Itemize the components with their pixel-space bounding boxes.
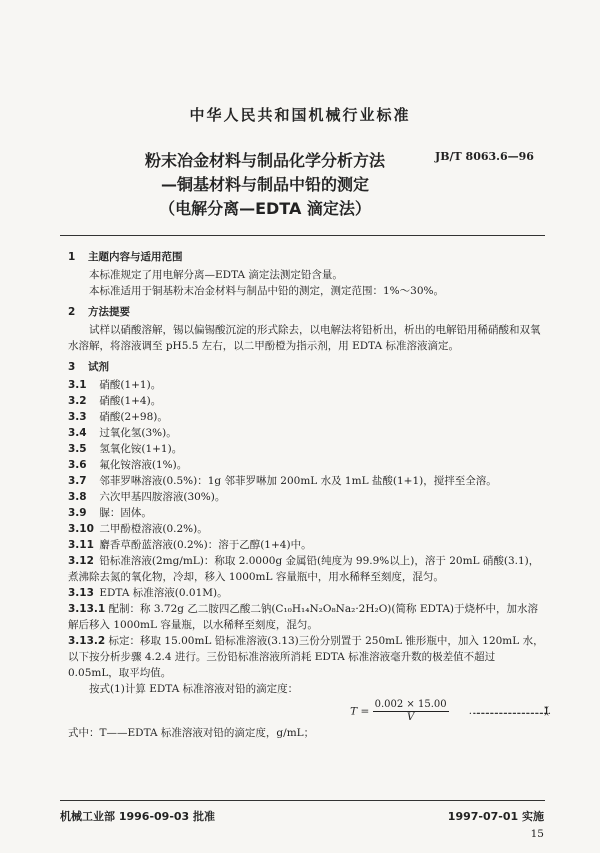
item-text: 硝酸(2+98)。 <box>99 411 168 423</box>
item-number: 3.2 <box>68 395 87 407</box>
item-text: 过氧化氢(3%)。 <box>99 427 177 439</box>
reagent-item <box>68 553 548 585</box>
item-text: 硝酸(1+4)。 <box>99 395 162 407</box>
section-number: 3 <box>68 361 76 373</box>
fraction <box>373 699 449 724</box>
item-text: EDTA 标准溶液(0.01M)。 <box>99 587 228 599</box>
reagent-item <box>68 393 548 409</box>
item-text: 氢氧化铵(1+1)。 <box>99 443 183 455</box>
item-number: 3.1 <box>68 379 87 391</box>
numerator: 0.002 × 15.00 <box>374 698 447 710</box>
footer-divider <box>60 800 545 801</box>
equation-number: ……………………………………………(1) <box>468 705 542 717</box>
item-text: 六次甲基四胺溶液(30%)。 <box>99 491 226 503</box>
calc-intro: 按式(1)计算 EDTA 标准溶液对铅的滴定度： <box>89 683 299 695</box>
item-number: 3.8 <box>68 491 87 503</box>
paragraph: 试样以硝酸溶解，锡以偏锡酸沉淀的形式除去，以电解法将铅析出，析出的电解铅用稀硝酸和双氧水溶解，将溶液调至 pH5.5 左右，以二甲酚橙为指示剂，用 EDTA 标准溶液滴定。 <box>68 324 541 352</box>
document-title-line-3: （电解分离—EDTA 滴定法） <box>159 199 371 218</box>
section-3-heading <box>68 359 548 375</box>
page-number: 15 <box>530 828 544 840</box>
formula-1 <box>68 697 548 725</box>
document-body <box>68 246 548 741</box>
item-number: 3.7 <box>68 475 87 487</box>
effective-date: 1997-07-01 实施 <box>447 810 544 823</box>
reagent-item <box>68 377 548 393</box>
reagent-item <box>68 489 548 505</box>
item-number: 3.5 <box>68 443 87 455</box>
paragraph: 本标准规定了用电解分离—EDTA 滴定法测定铅含量。 <box>89 269 343 281</box>
reagent-item <box>68 441 548 457</box>
item-number: 3.10 <box>68 523 94 535</box>
item-text: 铅标准溶液(2mg/mL)：称取 2.0000g 金属铅(纯度为 99.9%以上)，溶于 20mL 硝酸(3.1)，煮沸除去氮的氧化物，冷却，移入 1000mL 容量瓶中，用水稀释至刻度，混匀。 <box>68 555 540 583</box>
section-title: 方法提要 <box>88 306 130 318</box>
item-text: 硝酸(1+1)。 <box>99 379 162 391</box>
item-text: 二甲酚橙溶液(0.2%)。 <box>99 523 208 535</box>
where-clause: 式中：T——EDTA 标准溶液对铅的滴定度，g/mL； <box>68 727 315 739</box>
item-number: 3.11 <box>68 539 94 551</box>
section-2-heading <box>68 304 548 320</box>
section-title: 主题内容与适用范围 <box>88 251 183 263</box>
item-number: 3.13.1 <box>68 603 106 615</box>
section-number: 2 <box>68 306 76 318</box>
item-number: 3.6 <box>68 459 87 471</box>
reagent-item <box>68 585 548 601</box>
standard-code: JB/T 8063.6—96 <box>435 150 534 163</box>
approval-date: 机械工业部 1996-09-03 批准 <box>60 810 216 823</box>
document-title-line-1: 粉末冶金材料与制品化学分析方法 <box>144 151 385 170</box>
item-text: 麝香草酚蓝溶液(0.2%)：溶于乙醇(1+4)中。 <box>99 539 312 551</box>
item-text: 标定：移取 15.00mL 铅标准溶液(3.13)三份分别置于 250mL 锥形瓶中，加入 120mL 水，以下按分析步骤 4.2.4 进行。三份铅标准溶液所消耗 EDTA 标准溶液毫升数的极差值不超过 0.05mL，取平均值。 <box>68 635 544 679</box>
reagent-item <box>68 473 548 489</box>
item-text: 脲：固体。 <box>99 507 152 519</box>
section-title: 试剂 <box>88 361 109 373</box>
item-number: 3.3 <box>68 411 87 423</box>
section-number: 1 <box>68 251 76 263</box>
item-number: 3.9 <box>68 507 87 519</box>
formula-lhs: T = <box>350 705 370 717</box>
paragraph: 本标准适用于铜基粉末冶金材料与制品中铅的测定，测定范围：1%～30%。 <box>89 285 444 297</box>
standard-header: 中华人民共和国机械行业标准 <box>189 106 411 124</box>
header-divider <box>60 235 545 236</box>
reagent-list <box>68 377 548 681</box>
item-number: 3.12 <box>68 555 94 567</box>
item-text: 配制：称 3.72g 乙二胺四乙酸二钠(C₁₀H₁₄N₂O₈Na₂·2H₂O)(简称 EDTA)于烧杯中，加水溶解后移入 1000mL 容量瓶，以水稀释至刻度，混匀。 <box>68 603 539 631</box>
reagent-item <box>68 457 548 473</box>
item-number: 3.13.2 <box>68 635 106 647</box>
item-number: 3.13 <box>68 587 94 599</box>
reagent-item <box>68 505 548 521</box>
reagent-item <box>68 537 548 553</box>
reagent-item <box>68 521 548 537</box>
denominator: V <box>407 711 415 723</box>
item-number: 3.4 <box>68 427 87 439</box>
reagent-item <box>68 633 548 681</box>
reagent-item <box>68 409 548 425</box>
section-1-heading <box>68 249 548 265</box>
reagent-item <box>68 425 548 441</box>
document-title-line-2: —铜基材料与制品中铅的测定 <box>160 175 369 194</box>
formula-expression <box>68 699 469 724</box>
reagent-item <box>68 601 548 633</box>
item-text: 氟化铵溶液(1%)。 <box>99 459 188 471</box>
item-text: 邻菲罗啉溶液(0.5%)：1g 邻菲罗啉加 200mL 水及 1mL 盐酸(1+1)，搅拌至全溶。 <box>99 475 497 487</box>
